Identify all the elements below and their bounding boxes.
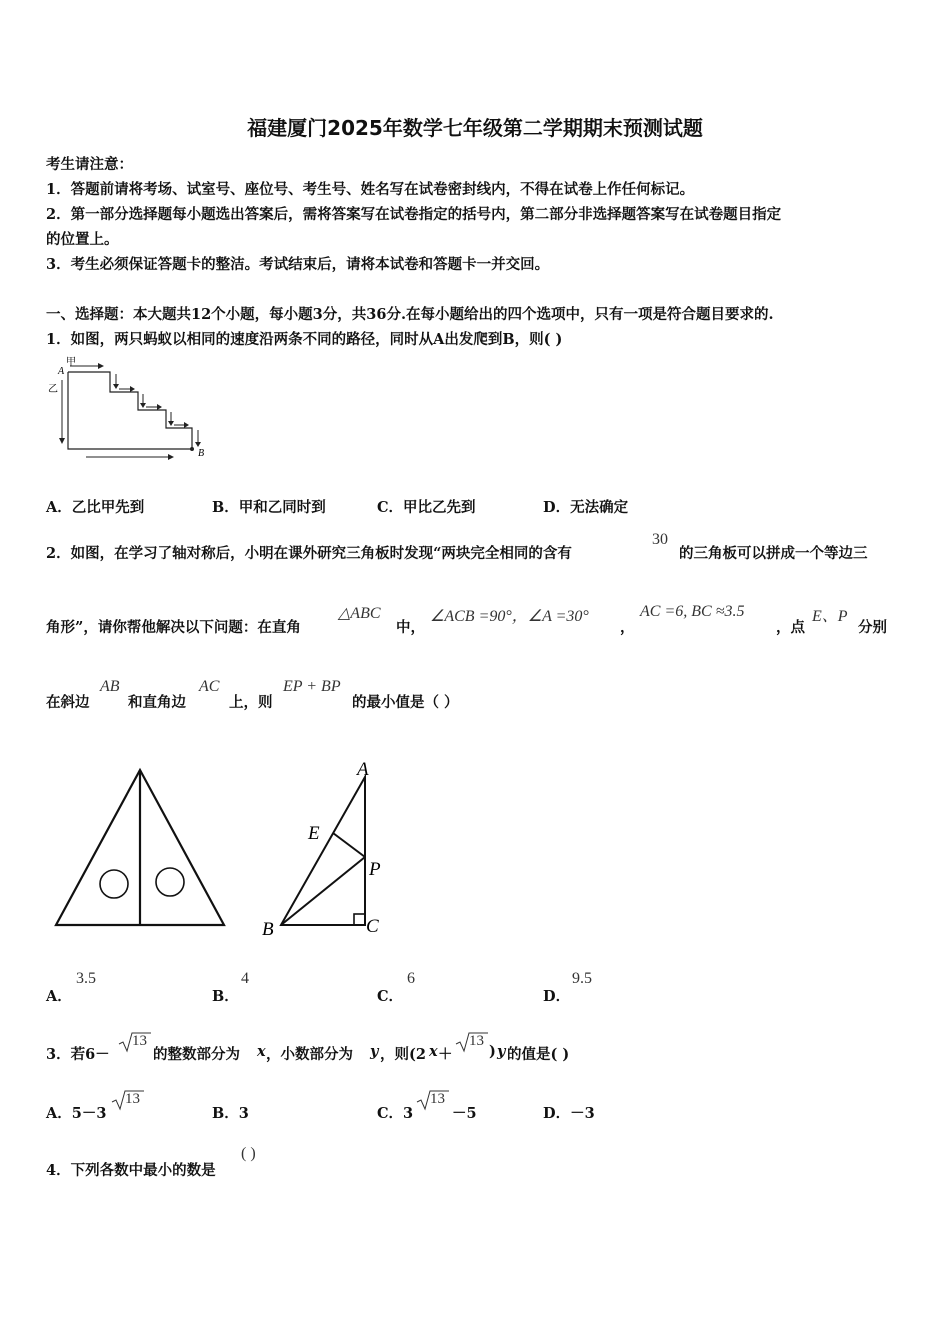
- q4-stem: 4．下列各数中最小的数是: [46, 1162, 216, 1179]
- q3-var-x: x: [257, 1043, 266, 1060]
- q2-angle-30: 30: [652, 531, 668, 548]
- q1-label-yi: 乙: [48, 384, 58, 395]
- q2-line3b: 和直角边: [128, 694, 186, 711]
- q2-label-c: C: [366, 916, 379, 937]
- q2-label-a: A: [357, 759, 369, 780]
- q2-option-c-label[interactable]: C．: [377, 988, 404, 1005]
- notice-heading: 考生请注意：: [46, 156, 133, 173]
- q1-arrowhead: [195, 442, 201, 447]
- notice-item-3: 3．考生必须保证答题卡的整洁。考试结束后，请将本试卷和答题卡一并交回。: [46, 256, 550, 273]
- q1-arrowhead: [157, 404, 162, 410]
- q3-part-a: 3．若6－: [46, 1046, 110, 1063]
- q3-part-d: ，则(2: [380, 1046, 426, 1063]
- q1-label-jia: 甲: [66, 357, 76, 368]
- q2-ab: AB: [100, 678, 120, 695]
- q2-line3a: 在斜边: [46, 694, 90, 711]
- q2-triangle-abc-shape: [281, 777, 365, 925]
- q1-arrowhead: [184, 422, 189, 428]
- q3-sqrt-2-value: 13: [469, 1033, 484, 1049]
- q2-label-b: B: [262, 919, 274, 940]
- q2-fenbie: 分别: [858, 619, 887, 636]
- q1-arrowhead: [98, 363, 104, 369]
- q2-option-d-label[interactable]: D．: [543, 988, 571, 1005]
- q2-option-a-value: 3.5: [76, 970, 96, 987]
- q1-stem: 1．如图，两只蚂蚁以相同的速度沿两条不同的路径，同时从A出发爬到B，则( ): [46, 331, 563, 348]
- q2-segment-ep: [333, 833, 365, 857]
- q1-option-a[interactable]: A．乙比甲先到: [46, 499, 145, 516]
- page-title: 福建厦门2025年数学七年级第二学期期末预测试题: [247, 116, 703, 140]
- q2-hole-right: [156, 868, 184, 896]
- q3-part-g: 的值是( ): [507, 1046, 570, 1063]
- section-heading: 一、选择题：本大题共12个小题，每小题3分，共36分.在每小题给出的四个选项中，只有一项是符合题目要求的.: [46, 306, 774, 323]
- q2-line3d: 的最小值是（ ）: [352, 694, 459, 711]
- q2-zhong: 中，: [396, 619, 425, 636]
- q1-figure: [46, 352, 216, 464]
- q2-option-d-value: 9.5: [572, 970, 592, 987]
- q2-dian: ，点: [776, 619, 805, 636]
- q3-option-a[interactable]: A．5－3: [46, 1105, 107, 1122]
- q2-line1a: 2．如图，在学习了轴对称后，小明在课外研究三角板时发现“两块完全相同的含有: [46, 545, 572, 562]
- q3-plus: ＋: [438, 1046, 453, 1063]
- q2-ac: AC: [199, 678, 220, 695]
- q2-angles: ∠ACB =90°，∠A =30°: [430, 608, 589, 625]
- q1-arrowhead: [130, 386, 135, 392]
- notice-item-1: 1．答题前请将考场、试室号、座位号、考生号、姓名写在试卷密封线内，不得在试卷上作任何标记。: [46, 181, 695, 198]
- q2-line2a: 角形”，请你帮他解决以下问题：在直角: [46, 619, 301, 636]
- q2-line3c: 上，则: [229, 694, 273, 711]
- q1-arrowhead: [113, 384, 119, 389]
- q2-right-angle-mark: [354, 914, 365, 925]
- q3-var-y: y: [370, 1043, 379, 1060]
- q3-part-c: ，小数部分为: [266, 1046, 353, 1063]
- q1-arrowhead: [168, 421, 174, 426]
- q2-figure-equilateral: [50, 765, 230, 930]
- q1-arrowhead: [140, 403, 146, 408]
- q3-option-a-sqrt-value: 13: [125, 1091, 140, 1107]
- q2-line1b: 的三角板可以拼成一个等边三: [679, 545, 868, 562]
- q3-option-c[interactable]: C．3: [377, 1105, 414, 1122]
- q2-option-b-label[interactable]: B．: [212, 988, 239, 1005]
- notice-item-2a: 2．第一部分选择题每小题选出答案后，需将答案写在试卷指定的括号内，第二部分非选择题答案写在试卷题目指定: [46, 206, 782, 223]
- q1-arrowhead: [59, 438, 65, 444]
- q2-option-b-value: 4: [241, 970, 249, 987]
- q2-label-p: P: [369, 859, 381, 880]
- q2-triangle-abc: △ABC: [338, 605, 381, 622]
- q2-hole-left: [100, 870, 128, 898]
- q1-label-a: A: [58, 366, 65, 377]
- q1-stair-path: [68, 372, 192, 449]
- q3-var-x2: x: [429, 1043, 438, 1060]
- q2-figure-right-triangle: [255, 755, 395, 940]
- q3-sqrt-1-value: 13: [132, 1033, 147, 1049]
- q1-option-d[interactable]: D．无法确定: [543, 499, 629, 516]
- q3-var-y2: y: [497, 1043, 506, 1060]
- q1-label-b: B: [198, 448, 205, 459]
- notice-item-2b: 的位置上。: [46, 231, 119, 248]
- q3-option-b[interactable]: B．3: [212, 1105, 249, 1122]
- q3-option-d[interactable]: D．－3: [543, 1105, 595, 1122]
- q2-lengths: AC =6, BC ≈3.5: [640, 603, 745, 620]
- q2-label-e: E: [308, 823, 320, 844]
- q4-paren: ( ): [241, 1145, 256, 1162]
- q2-sum: EP + BP: [283, 678, 341, 695]
- q3-option-c-sqrt-value: 13: [430, 1091, 445, 1107]
- q3-option-c-post: －5: [452, 1105, 477, 1122]
- q3-part-b: 的整数部分为: [153, 1046, 240, 1063]
- q1-arrowhead: [168, 454, 174, 460]
- q2-option-c-value: 6: [407, 970, 415, 987]
- q2-points-ep: E、P: [812, 608, 848, 625]
- q3-paren-close: ): [489, 1043, 496, 1060]
- q2-comma: ，: [620, 619, 635, 636]
- q2-option-a-label[interactable]: A．: [46, 988, 72, 1005]
- q1-option-b[interactable]: B．甲和乙同时到: [212, 499, 326, 516]
- q1-point-b: [190, 447, 194, 451]
- q2-segment-bp: [281, 857, 365, 925]
- q1-option-c[interactable]: C．甲比乙先到: [377, 499, 476, 516]
